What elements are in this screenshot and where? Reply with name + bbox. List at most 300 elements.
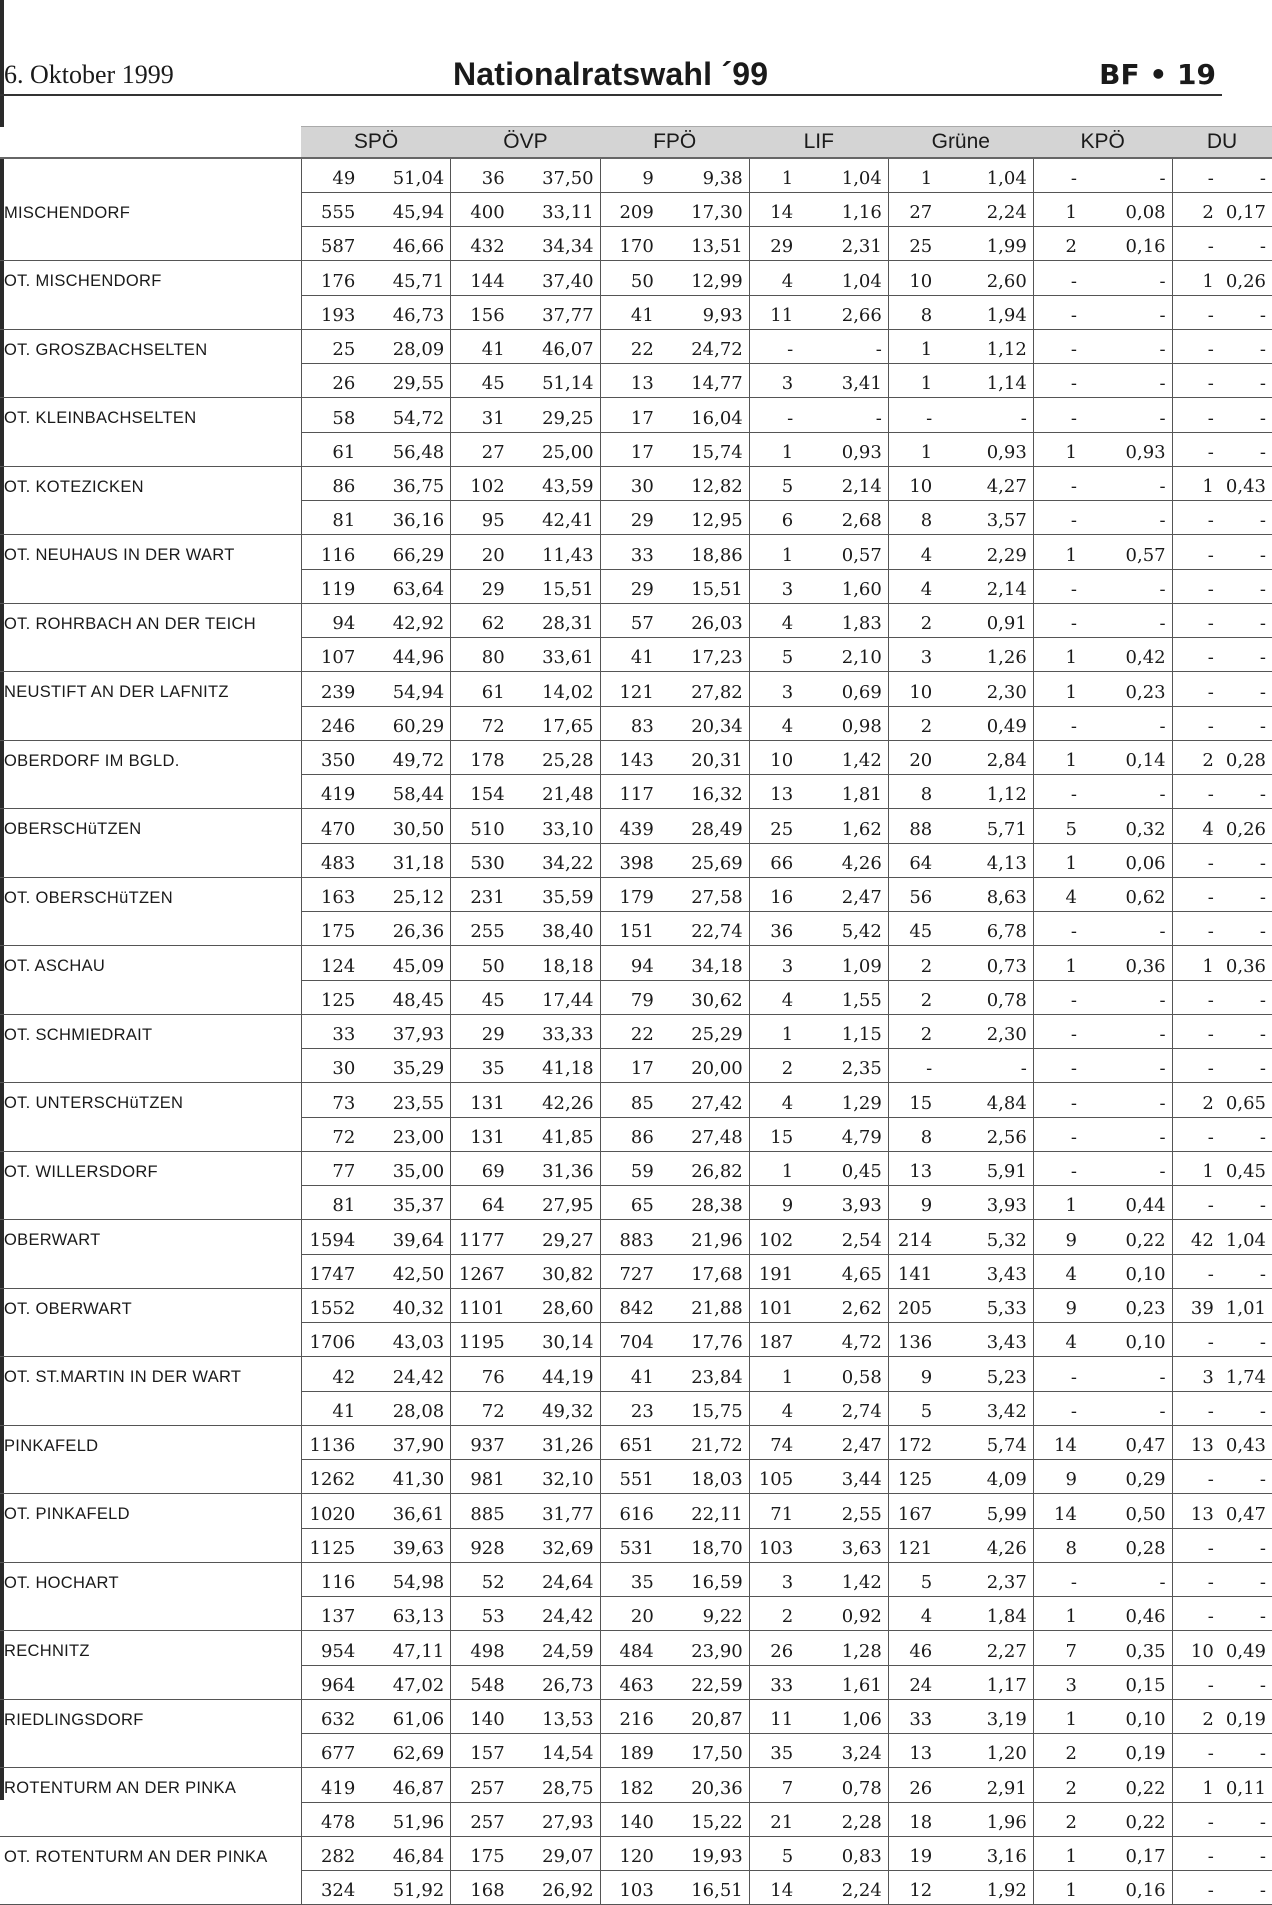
municipality-name: RECHNITZ: [4, 1642, 90, 1660]
vote-percent: 1,09: [799, 946, 888, 981]
municipality-name: [0, 1323, 301, 1357]
vote-percent: 54,94: [361, 672, 450, 707]
vote-percent: 0,78: [799, 1768, 888, 1803]
municipality-name: [0, 775, 301, 809]
vote-count: 42: [301, 1357, 361, 1392]
vote-count: 66: [749, 843, 799, 877]
vote-percent: 0,10: [1083, 1323, 1172, 1357]
table-row: [0, 775, 1272, 809]
vote-percent: 28,49: [660, 809, 749, 844]
vote-percent: 0,47: [1220, 1494, 1272, 1529]
vote-percent: 2,47: [799, 1425, 888, 1460]
vote-count: 1267: [451, 1254, 511, 1288]
vote-count: 69: [451, 1151, 511, 1186]
table-row: [0, 1014, 1272, 1049]
vote-percent: 1,99: [938, 227, 1033, 261]
vote-count: 1: [1033, 193, 1083, 227]
vote-count: 102: [451, 466, 511, 501]
vote-count: -: [749, 398, 799, 433]
vote-count: 1: [888, 432, 938, 466]
vote-count: 29: [749, 227, 799, 261]
vote-percent: -: [1220, 1049, 1272, 1083]
vote-percent: -: [1220, 1186, 1272, 1220]
vote-count: 1: [749, 1357, 799, 1392]
vote-count: -: [1172, 1323, 1220, 1357]
vote-percent: 42,92: [361, 603, 450, 638]
vote-count: 57: [600, 603, 660, 638]
vote-percent: 35,37: [361, 1186, 450, 1220]
vote-percent: 25,28: [511, 740, 600, 775]
vote-count: 2: [1033, 1768, 1083, 1803]
election-results-table: [0, 126, 1272, 1905]
vote-percent: -: [1220, 1254, 1272, 1288]
vote-count: 419: [301, 775, 361, 809]
vote-count: -: [1033, 466, 1083, 501]
municipality-name: [0, 1734, 301, 1768]
vote-count: 10: [888, 261, 938, 296]
vote-count: 4: [1033, 877, 1083, 912]
vote-percent: 51,92: [361, 1871, 450, 1905]
vote-percent: 42,26: [511, 1083, 600, 1118]
vote-count: 62: [451, 603, 511, 638]
vote-percent: -: [1220, 603, 1272, 638]
vote-count: 4: [749, 706, 799, 740]
vote-count: 1552: [301, 1288, 361, 1323]
vote-count: 86: [600, 1117, 660, 1151]
vote-count: -: [1172, 912, 1220, 946]
vote-percent: 2,68: [799, 501, 888, 535]
vote-count: -: [1172, 227, 1220, 261]
vote-count: -: [1033, 1117, 1083, 1151]
vote-count: -: [1172, 432, 1220, 466]
vote-percent: 2,47: [799, 877, 888, 912]
vote-count: 125: [301, 980, 361, 1014]
vote-count: 727: [600, 1254, 660, 1288]
vote-count: 25: [888, 227, 938, 261]
table-row: [0, 912, 1272, 946]
vote-percent: 0,91: [938, 603, 1033, 638]
vote-count: 1: [888, 364, 938, 398]
vote-percent: -: [1220, 1597, 1272, 1631]
vote-percent: 2,31: [799, 227, 888, 261]
vote-count: 45: [888, 912, 938, 946]
vote-percent: -: [1220, 329, 1272, 364]
table-row: [0, 1597, 1272, 1631]
vote-percent: -: [1220, 843, 1272, 877]
vote-percent: -: [1083, 329, 1172, 364]
vote-percent: 24,72: [660, 329, 749, 364]
vote-count: 13: [600, 364, 660, 398]
table-row: [0, 1425, 1272, 1460]
vote-count: -: [1172, 1562, 1220, 1597]
vote-count: 478: [301, 1802, 361, 1836]
table-row: [0, 466, 1272, 501]
table-row: [0, 1665, 1272, 1699]
vote-count: -: [1033, 1391, 1083, 1425]
vote-count: -: [1172, 1049, 1220, 1083]
vote-percent: 5,32: [938, 1220, 1033, 1255]
vote-percent: 1,81: [799, 775, 888, 809]
vote-count: 1262: [301, 1460, 361, 1494]
vote-count: -: [1172, 1871, 1220, 1905]
vote-percent: 20,31: [660, 740, 749, 775]
vote-percent: -: [1220, 227, 1272, 261]
vote-count: 50: [451, 946, 511, 981]
vote-count: 178: [451, 740, 511, 775]
vote-count: 632: [301, 1699, 361, 1734]
vote-count: 555: [301, 193, 361, 227]
vote-count: 1: [1172, 466, 1220, 501]
vote-percent: 25,12: [361, 877, 450, 912]
vote-percent: 26,36: [361, 912, 450, 946]
vote-percent: 14,77: [660, 364, 749, 398]
vote-percent: -: [1083, 364, 1172, 398]
vote-count: 193: [301, 295, 361, 329]
vote-count: 20: [600, 1597, 660, 1631]
vote-percent: 18,03: [660, 1460, 749, 1494]
table-row: [0, 501, 1272, 535]
vote-count: 3: [888, 638, 938, 672]
vote-count: 432: [451, 227, 511, 261]
vote-percent: 30,82: [511, 1254, 600, 1288]
vote-percent: -: [1220, 912, 1272, 946]
vote-count: 4: [1033, 1254, 1083, 1288]
table-row: [0, 1391, 1272, 1425]
party-header-kpo: KPÖ: [1033, 127, 1172, 159]
vote-percent: 3,42: [938, 1391, 1033, 1425]
vote-count: 101: [749, 1288, 799, 1323]
vote-count: 121: [600, 672, 660, 707]
vote-count: 1: [749, 1014, 799, 1049]
vote-count: 46: [888, 1631, 938, 1666]
vote-percent: 0,29: [1083, 1460, 1172, 1494]
vote-count: 5: [888, 1562, 938, 1597]
vote-percent: 1,94: [938, 295, 1033, 329]
vote-percent: 16,59: [660, 1562, 749, 1597]
vote-count: -: [1033, 775, 1083, 809]
vote-count: 39: [1172, 1288, 1220, 1323]
vote-count: 239: [301, 672, 361, 707]
vote-count: -: [1172, 1528, 1220, 1562]
vote-percent: 3,63: [799, 1528, 888, 1562]
vote-percent: -: [1220, 569, 1272, 603]
vote-count: 102: [749, 1220, 799, 1255]
vote-count: 140: [451, 1699, 511, 1734]
vote-percent: 30,14: [511, 1323, 600, 1357]
vote-count: 64: [451, 1186, 511, 1220]
vote-percent: -: [1083, 706, 1172, 740]
vote-count: 11: [749, 295, 799, 329]
vote-percent: 17,50: [660, 1734, 749, 1768]
vote-count: -: [1033, 706, 1083, 740]
vote-percent: 3,24: [799, 1734, 888, 1768]
table-row: [0, 1220, 1272, 1255]
vote-count: 176: [301, 261, 361, 296]
vote-count: 484: [600, 1631, 660, 1666]
vote-percent: 0,58: [799, 1357, 888, 1392]
vote-count: -: [1172, 1460, 1220, 1494]
vote-percent: 0,73: [938, 946, 1033, 981]
vote-count: 41: [600, 638, 660, 672]
vote-percent: -: [1083, 501, 1172, 535]
vote-count: 1125: [301, 1528, 361, 1562]
vote-count: 4: [888, 535, 938, 570]
vote-count: 144: [451, 261, 511, 296]
vote-count: 156: [451, 295, 511, 329]
vote-percent: 63,64: [361, 569, 450, 603]
vote-count: 216: [600, 1699, 660, 1734]
vote-percent: 29,27: [511, 1220, 600, 1255]
municipality-name: OT. OBERSCHüTZEN: [4, 888, 173, 907]
table-row: [0, 329, 1272, 364]
vote-count: 1: [1033, 740, 1083, 775]
vote-count: 29: [451, 569, 511, 603]
municipality-name: [0, 295, 301, 329]
vote-count: 50: [600, 261, 660, 296]
vote-count: -: [1172, 1665, 1220, 1699]
vote-count: 36: [451, 158, 511, 193]
vote-percent: -: [1220, 706, 1272, 740]
table-row: [0, 569, 1272, 603]
table-row: [0, 1186, 1272, 1220]
vote-count: -: [1172, 1734, 1220, 1768]
vote-percent: 28,60: [511, 1288, 600, 1323]
table-row: [0, 158, 1272, 193]
vote-percent: 1,04: [938, 158, 1033, 193]
vote-count: -: [1172, 501, 1220, 535]
vote-percent: 33,33: [511, 1014, 600, 1049]
vote-count: 35: [600, 1562, 660, 1597]
vote-percent: 45,71: [361, 261, 450, 296]
vote-count: 531: [600, 1528, 660, 1562]
vote-percent: 34,34: [511, 227, 600, 261]
vote-count: 121: [888, 1528, 938, 1562]
vote-percent: 23,84: [660, 1357, 749, 1392]
municipality-name: [0, 569, 301, 603]
vote-count: 141: [888, 1254, 938, 1288]
vote-percent: 1,06: [799, 1699, 888, 1734]
vote-percent: -: [1083, 1083, 1172, 1118]
vote-percent: 0,45: [1220, 1151, 1272, 1186]
vote-percent: 1,83: [799, 603, 888, 638]
vote-percent: -: [1220, 501, 1272, 535]
vote-count: 85: [600, 1083, 660, 1118]
vote-count: -: [1033, 1083, 1083, 1118]
vote-count: 2: [888, 706, 938, 740]
vote-percent: 1,04: [799, 261, 888, 296]
vote-count: 439: [600, 809, 660, 844]
vote-percent: 4,26: [799, 843, 888, 877]
vote-percent: 27,48: [660, 1117, 749, 1151]
vote-count: 1: [1172, 946, 1220, 981]
vote-percent: 22,74: [660, 912, 749, 946]
vote-percent: 2,84: [938, 740, 1033, 775]
vote-percent: 16,32: [660, 775, 749, 809]
vote-count: 107: [301, 638, 361, 672]
vote-percent: -: [1083, 1151, 1172, 1186]
vote-count: 1747: [301, 1254, 361, 1288]
vote-percent: -: [1220, 1836, 1272, 1871]
vote-count: 400: [451, 193, 511, 227]
vote-percent: 37,90: [361, 1425, 450, 1460]
vote-percent: 2,54: [799, 1220, 888, 1255]
vote-count: 33: [600, 535, 660, 570]
vote-percent: 0,32: [1083, 809, 1172, 844]
vote-count: 10: [888, 466, 938, 501]
vote-count: 5: [888, 1391, 938, 1425]
vote-count: 10: [1172, 1631, 1220, 1666]
vote-count: 2: [888, 980, 938, 1014]
vote-count: 1177: [451, 1220, 511, 1255]
municipality-name: [0, 432, 301, 466]
vote-count: 1: [1033, 638, 1083, 672]
vote-percent: 1,04: [1220, 1220, 1272, 1255]
vote-count: 72: [301, 1117, 361, 1151]
vote-percent: 0,57: [799, 535, 888, 570]
vote-percent: 40,32: [361, 1288, 450, 1323]
vote-count: 72: [451, 706, 511, 740]
vote-count: 17: [600, 432, 660, 466]
table-row: [0, 398, 1272, 433]
vote-percent: 1,74: [1220, 1357, 1272, 1392]
vote-count: 551: [600, 1460, 660, 1494]
vote-percent: 56,48: [361, 432, 450, 466]
municipality-name: RIEDLINGSDORF: [4, 1710, 144, 1729]
municipality-name: [0, 1186, 301, 1220]
vote-count: 33: [301, 1014, 361, 1049]
vote-count: 191: [749, 1254, 799, 1288]
vote-count: 42: [1172, 1220, 1220, 1255]
vote-count: 1: [749, 158, 799, 193]
vote-percent: 48,45: [361, 980, 450, 1014]
vote-count: 61: [451, 672, 511, 707]
vote-count: 167: [888, 1494, 938, 1529]
vote-percent: 35,59: [511, 877, 600, 912]
vote-percent: 2,28: [799, 1802, 888, 1836]
vote-percent: -: [1220, 980, 1272, 1014]
vote-percent: 45,09: [361, 946, 450, 981]
vote-percent: 4,84: [938, 1083, 1033, 1118]
vote-percent: 9,22: [660, 1597, 749, 1631]
vote-count: 246: [301, 706, 361, 740]
vote-percent: 3,43: [938, 1323, 1033, 1357]
vote-percent: 12,99: [660, 261, 749, 296]
vote-count: 928: [451, 1528, 511, 1562]
vote-count: -: [1172, 1254, 1220, 1288]
vote-count: 175: [451, 1836, 511, 1871]
vote-count: -: [749, 329, 799, 364]
municipality-name: OT. WILLERSDORF: [4, 1162, 158, 1181]
vote-percent: 0,50: [1083, 1494, 1172, 1529]
vote-count: -: [1172, 1117, 1220, 1151]
vote-count: 79: [600, 980, 660, 1014]
vote-count: 14: [749, 1871, 799, 1905]
vote-count: 105: [749, 1460, 799, 1494]
vote-percent: 46,66: [361, 227, 450, 261]
vote-count: -: [1172, 1802, 1220, 1836]
vote-percent: 0,57: [1083, 535, 1172, 570]
vote-percent: -: [1220, 1665, 1272, 1699]
municipality-name: [0, 501, 301, 535]
vote-percent: 24,64: [511, 1562, 600, 1597]
vote-percent: 26,03: [660, 603, 749, 638]
municipality-name: [0, 1254, 301, 1288]
table-row: [0, 1357, 1272, 1392]
vote-percent: -: [1220, 432, 1272, 466]
vote-percent: -: [1083, 603, 1172, 638]
vote-percent: 49,72: [361, 740, 450, 775]
vote-count: 116: [301, 1562, 361, 1597]
vote-percent: -: [1083, 980, 1172, 1014]
vote-count: -: [1033, 1151, 1083, 1186]
vote-count: -: [1172, 295, 1220, 329]
vote-percent: -: [1220, 535, 1272, 570]
municipality-name: [0, 1871, 301, 1905]
municipality-name: [0, 912, 301, 946]
vote-percent: 1,60: [799, 569, 888, 603]
municipality-name: OT. ROHRBACH AN DER TEICH: [4, 614, 256, 633]
vote-percent: 2,24: [938, 193, 1033, 227]
vote-count: 80: [451, 638, 511, 672]
vote-percent: 4,27: [938, 466, 1033, 501]
vote-percent: 0,19: [1220, 1699, 1272, 1734]
table-row: [0, 1871, 1272, 1905]
vote-percent: 1,12: [938, 775, 1033, 809]
vote-count: -: [1172, 603, 1220, 638]
municipality-name: OT. KLEINBACHSELTEN: [4, 409, 197, 427]
municipality-name: OT. ROTENTURM AN DER PINKA: [4, 1847, 268, 1866]
vote-percent: 28,38: [660, 1186, 749, 1220]
vote-percent: 5,23: [938, 1357, 1033, 1392]
vote-count: 3: [749, 946, 799, 981]
vote-percent: 0,83: [799, 1836, 888, 1871]
vote-percent: 47,02: [361, 1665, 450, 1699]
vote-percent: 1,55: [799, 980, 888, 1014]
vote-count: 9: [749, 1186, 799, 1220]
vote-percent: 17,44: [511, 980, 600, 1014]
vote-percent: 0,28: [1220, 740, 1272, 775]
table-row: [0, 946, 1272, 981]
table-row: [0, 877, 1272, 912]
vote-count: 13: [888, 1151, 938, 1186]
vote-percent: 2,27: [938, 1631, 1033, 1666]
vote-percent: 37,50: [511, 158, 600, 193]
vote-count: 4: [749, 261, 799, 296]
vote-percent: -: [938, 398, 1033, 433]
vote-percent: 38,40: [511, 912, 600, 946]
vote-count: 2: [749, 1049, 799, 1083]
vote-percent: 0,43: [1220, 466, 1272, 501]
vote-count: 21: [749, 1802, 799, 1836]
vote-percent: 15,51: [660, 569, 749, 603]
vote-percent: 34,22: [511, 843, 600, 877]
vote-percent: 2,91: [938, 1768, 1033, 1803]
vote-percent: 18,86: [660, 535, 749, 570]
vote-percent: 1,16: [799, 193, 888, 227]
vote-count: 5: [1033, 809, 1083, 844]
vote-percent: 39,63: [361, 1528, 450, 1562]
vote-count: 35: [749, 1734, 799, 1768]
vote-percent: 0,06: [1083, 843, 1172, 877]
vote-percent: 20,34: [660, 706, 749, 740]
vote-count: 3: [749, 569, 799, 603]
vote-count: 1195: [451, 1323, 511, 1357]
municipality-name: [0, 1802, 301, 1836]
vote-count: 1101: [451, 1288, 511, 1323]
municipality-name: [0, 638, 301, 672]
vote-percent: -: [1220, 638, 1272, 672]
vote-percent: 0,47: [1083, 1425, 1172, 1460]
